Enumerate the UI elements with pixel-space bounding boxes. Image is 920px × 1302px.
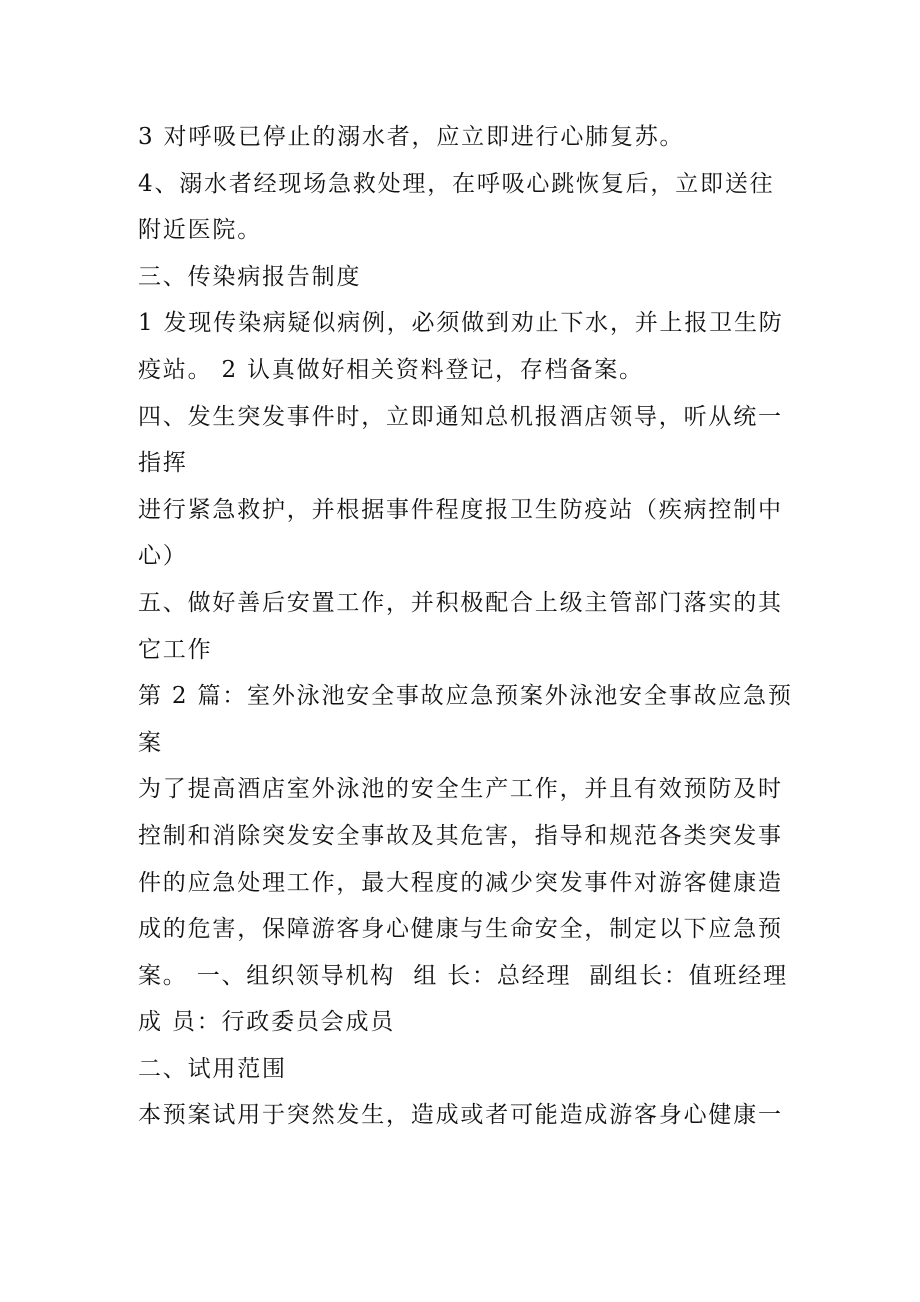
text-line: 成 员：行政委员会成员	[138, 1009, 396, 1036]
text-line: 1 发现传染病疑似病例，必须做到劝止下水，并上报卫生防	[138, 310, 784, 337]
article-title: 第 2 篇：室外泳池安全事故应急预案外泳池安全事故应急预	[138, 683, 793, 710]
text-line: 3 对呼吸已停止的溺水者，应立即进行心肺复苏。	[138, 124, 685, 150]
text-line: 4、溺水者经现场急救处理，在呼吸心跳恢复后，立即送往	[138, 170, 775, 197]
section-heading: 五、做好善后安置工作，并积极配合上级主管部门落实的其	[138, 589, 783, 616]
text-line: 疫站。 2 认真做好相关资料登记，存档备案。	[138, 356, 644, 383]
text-line: 为了提高酒店室外泳池的安全生产工作，并且有效预防及时	[138, 776, 783, 803]
article-title: 案	[138, 729, 163, 756]
section-heading: 四、发生突发事件时，立即通知总机报酒店领导，听从统一	[138, 403, 783, 430]
text-line: 成的危害，保障游客身心健康与生命安全，制定以下应急预	[138, 916, 783, 943]
text-line: 控制和消除突发安全事故及其危害，指导和规范各类突发事	[138, 822, 783, 849]
text-line: 它工作	[138, 636, 213, 663]
text-line: 指挥	[138, 450, 188, 477]
text-line: 案。 一、组织领导机构 组 长：总经理 副组长：值班经理	[138, 962, 788, 989]
text-line: 件的应急处理工作，最大程度的减少突发事件对游客健康造	[138, 869, 783, 896]
text-line: 本预案试用于突然发生，造成或者可能造成游客身心健康一	[138, 1102, 783, 1129]
text-line: 心）	[138, 543, 188, 570]
text-line: 附近医院。	[138, 217, 262, 244]
section-heading: 二、试用范围	[138, 1055, 287, 1082]
section-heading: 三、传染病报告制度	[138, 263, 362, 290]
text-line: 进行紧急救护，并根据事件程度报卫生防疫站（疾病控制中	[138, 496, 783, 523]
document-body	[138, 114, 793, 1139]
